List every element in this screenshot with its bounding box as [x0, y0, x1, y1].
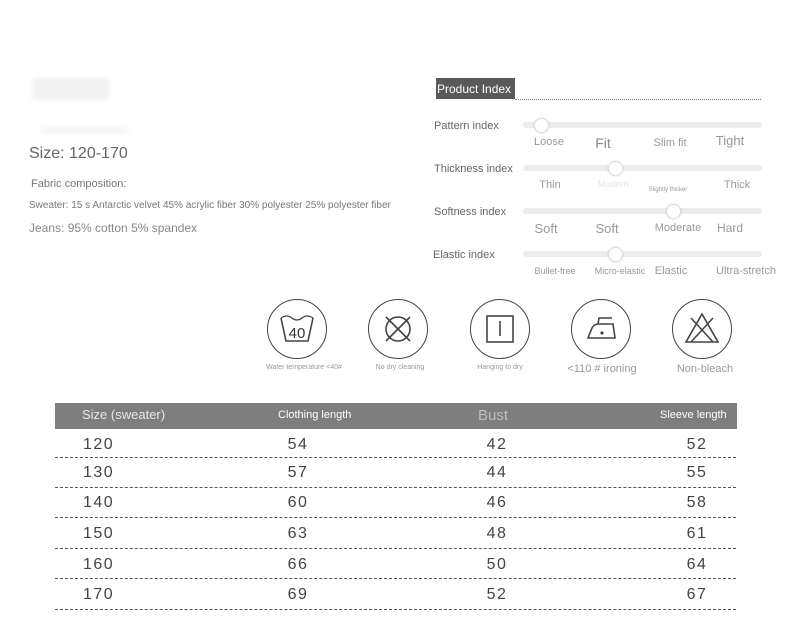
table-cell: 170	[83, 586, 115, 603]
thickness-index-label: Thickness index	[434, 163, 513, 175]
softness-index-track	[523, 208, 762, 214]
pattern-option-slim-fit: Slim fit	[653, 137, 687, 149]
elastic-index-knob	[608, 247, 623, 262]
care-label-iron: <110 # ironing	[567, 363, 637, 375]
pattern-index-label: Pattern index	[434, 120, 499, 132]
no-dry-clean-icon	[368, 299, 428, 359]
row-divider	[55, 578, 736, 579]
elastic-option-ultra-stretch: Ultra-stretch	[716, 265, 776, 277]
thickness-option-thin: Thin	[539, 179, 561, 191]
fabric-composition-label: Fabric composition:	[31, 178, 127, 190]
pattern-index-knob	[534, 118, 549, 133]
header-bust: Bust	[477, 407, 509, 424]
pattern-option-loose: Loose	[534, 136, 564, 148]
table-cell: 140	[83, 494, 115, 511]
care-label-dry-clean: No dry cleaning	[375, 364, 425, 371]
table-cell: 55	[686, 464, 708, 481]
thickness-option-modern: Modern	[597, 179, 629, 189]
elastic-option-elastic: Elastic	[654, 265, 688, 277]
hang-dry-icon	[470, 299, 530, 359]
table-cell: 160	[83, 556, 115, 573]
sweater-composition: Sweater: 15 s Antarctic velvet 45% acrylic fiber 30% polyester 25% polyester fiber	[29, 200, 391, 211]
care-label-wash: Water temperature <40#	[266, 364, 342, 371]
row-divider	[55, 548, 736, 549]
table-cell: 69	[287, 586, 309, 603]
size-range: Size: 120-170	[29, 145, 128, 162]
table-cell: 57	[287, 464, 309, 481]
elastic-option-micro-elastic: Micro-elastic	[594, 266, 646, 276]
table-cell: 60	[287, 494, 309, 511]
pattern-option-tight: Tight	[715, 133, 745, 148]
care-label-bleach: Non-bleach	[676, 363, 734, 375]
wash-40-icon	[267, 299, 327, 359]
header-size: Size (sweater)	[82, 407, 166, 422]
elastic-index-track	[523, 251, 762, 257]
row-divider	[55, 487, 736, 488]
softness-option-moderate: Moderate	[654, 222, 702, 234]
table-cell: 54	[287, 436, 309, 453]
elastic-option-bullet-free: Bullet-free	[534, 266, 576, 276]
table-cell: 42	[486, 436, 508, 453]
table-cell: 44	[486, 464, 508, 481]
softness-index-knob	[666, 204, 681, 219]
table-cell: 48	[486, 525, 508, 542]
header-clothing-length: Clothing length	[278, 409, 352, 421]
header-sleeve-length: Sleeve length	[660, 409, 727, 421]
row-divider	[55, 457, 736, 458]
row-divider	[55, 517, 736, 518]
care-label-hang-dry: Hanging to dry	[477, 364, 523, 371]
thickness-option-slightly-thicker: Slightly thicker	[648, 187, 688, 193]
table-cell: 52	[686, 436, 708, 453]
table-cell: 130	[83, 464, 115, 481]
thickness-index-track	[523, 165, 762, 171]
table-cell: 150	[83, 525, 115, 542]
table-cell: 46	[486, 494, 508, 511]
wash-temp-symbol: 40	[288, 325, 306, 342]
table-cell: 66	[287, 556, 309, 573]
table-cell: 58	[686, 494, 708, 511]
row-divider	[55, 609, 736, 610]
blurred-logo	[32, 78, 110, 100]
table-cell: 63	[287, 525, 309, 542]
softness-index-label: Softness index	[434, 206, 507, 218]
blurred-subtitle	[40, 126, 128, 134]
table-cell: 50	[486, 556, 508, 573]
softness-option-hard: Hard	[716, 221, 744, 235]
iron-icon	[571, 299, 631, 359]
product-index-divider	[515, 99, 761, 100]
table-cell: 61	[686, 525, 708, 542]
softness-option-soft: Soft	[534, 221, 558, 236]
table-cell: 67	[686, 586, 708, 603]
no-bleach-icon	[672, 299, 732, 359]
elastic-index-label: Elastic index	[433, 249, 495, 261]
softness-option-soft-2: Soft	[595, 221, 619, 236]
thickness-option-thick: Thick	[723, 179, 751, 191]
table-cell: 52	[486, 586, 508, 603]
table-cell: 64	[686, 556, 708, 573]
jeans-composition: Jeans: 95% cotton 5% spandex	[29, 221, 198, 235]
thickness-index-knob	[608, 161, 623, 176]
product-index-title: Product Index	[437, 82, 512, 96]
table-cell: 120	[83, 436, 115, 453]
pattern-option-fit: Fit	[595, 135, 611, 151]
pattern-index-track	[523, 122, 762, 128]
